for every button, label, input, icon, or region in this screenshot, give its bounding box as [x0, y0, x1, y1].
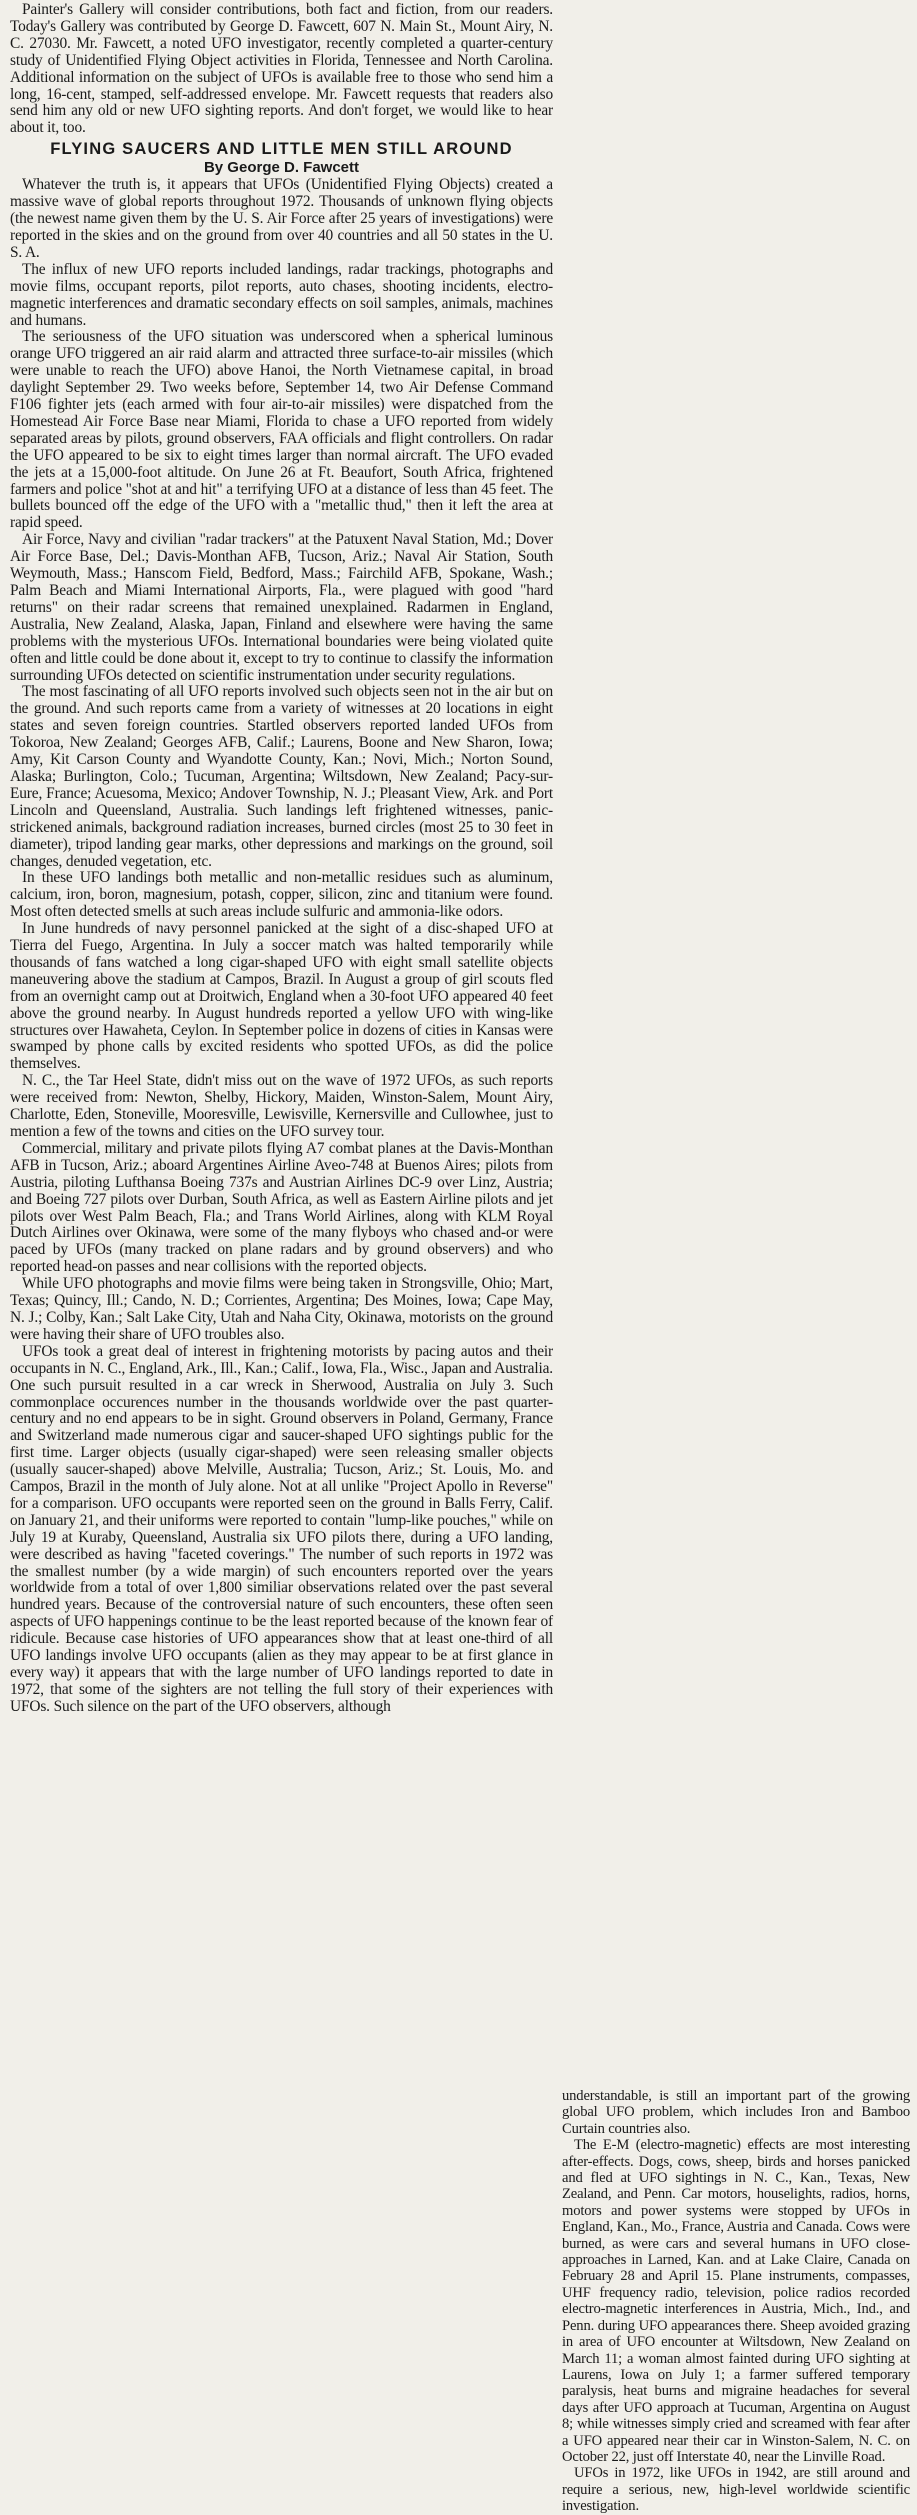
- article-left-column: [10, 2, 553, 1716]
- body-paragraph: Air Force, Navy and civilian "radar trackers" at the Patuxent Naval Station, Md.; Dover Air Force Base, Del.; Davis-Monthan AFB, Tucson, Ariz.; Naval Air Station, South Weymouth, Mass.; Hanscom Field, Bedford, Mass.; Fairchild AFB, Spokane, Wash.; Palm Beach and Miami International Airports, Fla., were plagued with good "hard returns" on their radar screens that remained unexplained. Radarmen in England, Australia, New Zealand, Alaska, Japan, Finland and elsewhere were having the same problems with the mysterious UFOs. International boundaries were being violated quite often and little could be done about it, except to try to continue to classify the information surrounding UFOs detected on scientific instrumentation under security regulations.: [10, 531, 553, 684]
- body-paragraph: N. C., the Tar Heel State, didn't miss out on the wave of 1972 UFOs, as such reports were received from: Newton, Shelby, Hickory, Maiden, Winston-Salem, Mount Airy, Charlotte, Eden, Stoneville, Mooresville, Lewisville, Kernersville and Cullowhee, just to mention a few of the towns and cities on the UFO survey tour.: [10, 1072, 553, 1140]
- intro-paragraph: Painter's Gallery will consider contributions, both fact and fiction, from our readers. Today's Gallery was contributed by George D. Fawcett, 607 N. Main St., Mount Airy, N. C. 27030. Mr. Fawcett, a noted UFO investigator, recently completed a quarter-century study of Unidentified Flying Object activities in Florida, Tennessee and North Carolina. Additional information on the subject of UFOs is available free to those who send him a long, 16-cent, stamped, self-addressed envelope. Mr. Fawcett requests that readers also send him any old or new UFO sighting reports. And don't forget, we would like to hear about it, too.: [10, 1, 553, 137]
- body-paragraph: Whatever the truth is, it appears that UFOs (Unidentified Flying Objects) created a massive wave of global reports throughout 1972. Thousands of unknown flying objects (the newest name given them by the U. S. Air Force after 25 years of investigations) were reported in the skies and on the ground from over 40 countries and all 50 states in the U. S. A.: [10, 176, 553, 261]
- body-paragraph: In these UFO landings both metallic and non-metallic residues such as aluminum, calcium, iron, boron, magnesium, potash, copper, silicon, zinc and titanium were found. Most often detected smells at such areas include sulfuric and ammonia-like odors.: [10, 869, 553, 921]
- closing-paragraph: UFOs in 1972, like UFOs in 1942, are still around and require a serious, new, high-level worldwide scientific investigation.: [562, 2465, 910, 2515]
- body-paragraph: The E-M (electro-magnetic) effects are most interesting after-effects. Dogs, cows, sheep, birds and horses panicked and fled at UFO sightings in N. C., Kan., Texas, New Zealand, and Penn. Car motors, houselights, radios, horns, motors and power systems were stopped by UFOs in England, Kan., Mo., France, Austria and Canada. Cows were burned, as were cars and several humans in UFO close-approaches in Larned, Kan. and at Lake Claire, Canada on February 28 and April 15. Plane instruments, compasses, UHF frequency radio, television, police radios recorded electro-magnetic interferences in Austria, Mich., Ind., and Penn. during UFO appearances there. Sheep avoided grazing in area of UFO encounter at Wiltsdown, New Zealand on March 11; a woman almost fainted during UFO sighting at Laurens, Iowa on July 1; a farmer suffered temporary paralysis, heat burns and migraine headaches for several days after UFO approach at Tucuman, Argentina on August 8; while witnesses simply cried and screamed with fear after a UFO appeared near their car in Winston-Salem, N. C. on October 22, just off Interstate 40, near the Linville Road.: [562, 2137, 910, 2465]
- body-paragraph: The seriousness of the UFO situation was underscored when a spherical luminous orange UFO triggered an air raid alarm and attracted three surface-to-air missiles (which were unable to reach the UFO) above Hanoi, the North Vietnamese capital, in broad daylight September 29. Two weeks before, September 14, two Air Defense Command F106 fighter jets (each armed with four air-to-air missiles) were dispatched from the Homestead Air Force Base near Miami, Florida to chase a UFO reported from widely separated areas by pilots, ground observers, FAA officials and flight controllers. On radar the UFO appeared to be six to eight times larger than normal aircraft. The UFO evaded the jets at a 15,000-foot altitude. On June 26 at Ft. Beaufort, South Africa, frightened farmers and police "shot at and hit" a terrifying UFO at a distance of less than 45 feet. The bullets bounced off the edge of the UFO with a "metallic thud," then it left the area at rapid speed.: [10, 328, 553, 532]
- body-paragraph: In June hundreds of navy personnel panicked at the sight of a disc-shaped UFO at Tierra del Fuego, Argentina. In July a soccer match was halted temporarily while thousands of fans watched a long cigar-shaped UFO with eight small satellite objects maneuvering above the stadium at Campos, Brazil. In August a group of girl scouts fled from an overnight camp out at Droitwich, England when a 30-foot UFO appeared 40 feet above the ground nearby. In August hundreds reported a yellow UFO with wing-like structures over Hawaheta, Ceylon. In September police in dozens of cities in Kansas were swamped by phone calls by excited residents who spotted UFOs, as did the police themselves.: [10, 920, 553, 1073]
- article-right-column: [562, 2088, 910, 2515]
- body-paragraph: The most fascinating of all UFO reports involved such objects seen not in the air but on the ground. And such reports came from a variety of witnesses at 20 locations in eight states and seven foreign countries. Startled observers reported landed UFOs from Tokoroa, New Zealand; Georges AFB, Calif.; Laurens, Boone and New Sharon, Iowa; Amy, Kit Carson County and Wyandotte County, Kan.; Novi, Mich.; Norton Sound, Alaska; Burlington, Colo.; Tucuman, Argentina; Wiltsdown, New Zealand; Pacy-sur-Eure, France; Acuesoma, Mexico; Andover Township, N. J.; Pleasant View, Ark. and Port Lincoln and Queensland, Australia. Such landings left frightened witnesses, panic-strickened animals, background radiation increases, burned circles (most 25 to 30 feet in diameter), tripod landing gear marks, other depressions and markings on the ground, soil changes, denuded vegetation, etc.: [10, 683, 553, 870]
- body-paragraph: Commercial, military and private pilots flying A7 combat planes at the Davis-Monthan AFB in Tucson, Ariz.; aboard Argentines Airline Aveo-748 at Buenos Aires; pilots from Austria, piloting Lufthansa Boeing 737s and Austrian Airlines DC-9 over Linz, Austria; and Boeing 727 pilots over Durban, South Africa, as well as Eastern Airline pilots and jet pilots over West Palm Beach, Fla.; and Trans World Airlines, along with KLM Royal Dutch Airlines over Okinawa, were some of the many flyboys who chased and-or were paced by UFOs (many tracked on plane radars and by ground observers) and who reported head-on passes and near collisions with the reported objects.: [10, 1139, 553, 1276]
- continued-paragraph: understandable, is still an important part of the growing global UFO problem, which includes Iron and Bamboo Curtain countries also.: [562, 2088, 910, 2137]
- byline: By George D. Fawcett: [203, 159, 360, 177]
- body-paragraph: UFOs took a great deal of interest in frightening motorists by pacing autos and their occupants in N. C., England, Ark., Ill., Kan.; Calif., Iowa, Fla., Wisc., Japan and Australia. One such pursuit resulted in a car wreck in Sherwood, Australia on July 3. Such commonplace occurences number in the thousands worldwide over the past quarter-century and no end appears to be in sight. Ground observers in Poland, Germany, France and Switzerland made numerous cigar and saucer-shaped UFO sightings public for the first time. Larger objects (usually cigar-shaped) were seen releasing smaller objects (usually saucer-shaped) above Melville, Australia; Tucson, Ariz.; St. Louis, Mo. and Campos, Brazil in the month of July alone. Not at all unlike "Project Apollo in Reverse" for a comparison. UFO occupants were reported seen on the ground in Balls Ferry, Calif. on January 21, and their uniforms were reported to contain "lump-like pouches," while on July 19 at Kuraby, Queensland, Australia six UFO pilots there, during a UFO landing, were described as having "faceted coverings." The number of such reports in 1972 was the smallest number (by a wide margin) of such encounters reported over the years worldwide from a total of over 1,800 similiar observations related over the past several hundred years. Because of the controversial nature of such encounters, these often seen aspects of UFO happenings continue to be the least reported because of the known fear of ridicule. Because case histories of UFO appearances show that at least one-third of all UFO landings involve UFO occupants (alien as they may appear to be at first glance in every way) it appears that with the large number of UFO landings reported to date in 1972, that some of the sighters are not telling the full story of their experiences with UFOs. Such silence on the part of the UFO observers, although: [10, 1342, 553, 1715]
- headline: FLYING SAUCERS AND LITTLE MEN STILL AROUND: [50, 140, 513, 159]
- body-paragraph: The influx of new UFO reports included landings, radar trackings, photographs and movie films, occupant reports, pilot reports, auto chases, shooting incidents, electro-magnetic interferences and dramatic secondary effects on soil samples, animals, machines and humans.: [10, 260, 553, 329]
- body-paragraph: While UFO photographs and movie films were being taken in Strongsville, Ohio; Mart, Texas; Quincy, Ill.; Cando, N. D.; Corrientes, Argentina; Des Moines, Iowa; Cape May, N. J.; Colby, Kan.; Salt Lake City, Utah and Naha City, Okinawa, motorists on the ground were having their share of UFO troubles also.: [10, 1275, 553, 1343]
